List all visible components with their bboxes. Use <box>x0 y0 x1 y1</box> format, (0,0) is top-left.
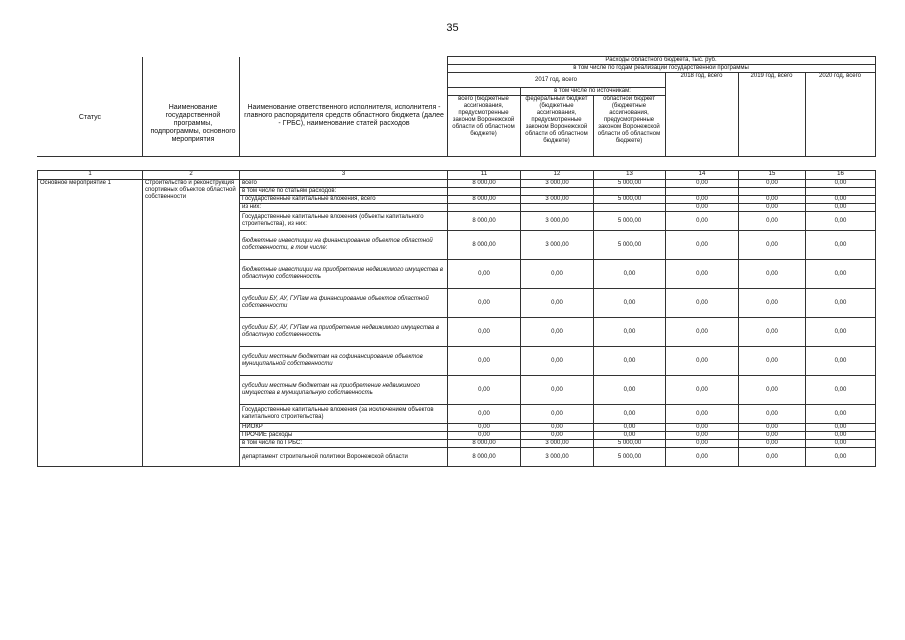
expense-item-label: бюджетные инвестиции на приобретение недвижимого имущества в областную собственность <box>240 260 448 289</box>
regional-column-header: областной бюджет (бюджетные ассигнования, предусмотренные законом Воронежской области об областном бюджете) <box>593 96 665 157</box>
value-cell: 0,00 <box>739 180 806 188</box>
year-2017-header: 2017 год, всего <box>447 73 665 88</box>
value-cell: 0,00 <box>521 405 594 424</box>
executor-name-header: Наименование ответственного исполнителя, исполнителя - главного распорядителя средств областного бюджета (далее - ГРБС), наименование статей расходов <box>244 104 444 127</box>
by-years-header: в том числе по годам реализации государственной программы <box>447 65 875 73</box>
value-cell: 0,00 <box>806 289 876 318</box>
value-cell: 0,00 <box>448 376 521 405</box>
column-numbers-row <box>38 171 876 180</box>
value-cell: 0,00 <box>806 424 876 432</box>
value-cell: 0,00 <box>739 347 806 376</box>
value-cell: 8 000,00 <box>448 440 521 448</box>
column-number: 12 <box>521 171 594 180</box>
value-cell: 0,00 <box>521 260 594 289</box>
value-cell: 3 000,00 <box>521 440 594 448</box>
value-cell: 0,00 <box>739 440 806 448</box>
status-header: Статус <box>78 114 102 121</box>
value-cell: 0,00 <box>594 260 666 289</box>
value-cell: 0,00 <box>739 289 806 318</box>
value-cell: 0,00 <box>806 212 876 231</box>
value-cell: 0,00 <box>739 231 806 260</box>
value-cell <box>594 204 666 212</box>
value-cell: 0,00 <box>666 448 739 467</box>
value-cell: 0,00 <box>666 212 739 231</box>
value-cell: 0,00 <box>448 289 521 318</box>
value-cell: 8 000,00 <box>448 231 521 260</box>
value-cell: 3 000,00 <box>521 196 594 204</box>
value-cell: 0,00 <box>806 448 876 467</box>
value-cell <box>666 188 739 196</box>
value-cell <box>448 204 521 212</box>
value-cell: 0,00 <box>739 432 806 440</box>
value-cell: 3 000,00 <box>521 212 594 231</box>
value-cell: 0,00 <box>806 260 876 289</box>
federal-column-header: федеральный бюджет (бюджетные ассигнования, предусмотренные законом Воронежской области об областном бюджете) <box>520 96 593 157</box>
expense-item-label: ПРОЧИЕ расходы <box>240 432 448 440</box>
value-cell: 0,00 <box>594 424 666 432</box>
year-2019-header: 2019 год, всего <box>738 73 805 157</box>
value-cell: 0,00 <box>666 289 739 318</box>
value-cell: 0,00 <box>666 347 739 376</box>
value-cell: 0,00 <box>806 405 876 424</box>
value-cell: 8 000,00 <box>448 180 521 188</box>
value-cell: 0,00 <box>666 204 739 212</box>
year-2018-header: 2018 год, всего <box>665 73 738 157</box>
expense-item-label: субсидии местным бюджетам на приобретение недвижимого имущества в муниципальную собственность <box>240 376 448 405</box>
page-number: 35 <box>446 22 459 34</box>
budget-body-table <box>37 170 876 467</box>
value-cell: 0,00 <box>521 432 594 440</box>
value-cell: 0,00 <box>521 318 594 347</box>
value-cell: 0,00 <box>739 212 806 231</box>
total-column-header: всего (бюджетные ассигнования, предусмотренные законом Воронежской области об областном бюджете) <box>447 96 520 157</box>
program-name-header: Наименование государственной программы, подпрограммы, основного мероприятия <box>150 104 236 143</box>
value-cell: 0,00 <box>594 347 666 376</box>
value-cell: 5 000,00 <box>594 180 666 188</box>
value-cell: 0,00 <box>739 318 806 347</box>
value-cell: 0,00 <box>666 376 739 405</box>
value-cell: 0,00 <box>739 204 806 212</box>
value-cell: 0,00 <box>666 196 739 204</box>
value-cell: 0,00 <box>448 424 521 432</box>
value-cell: 0,00 <box>448 432 521 440</box>
value-cell: 0,00 <box>806 376 876 405</box>
value-cell: 3 000,00 <box>521 448 594 467</box>
value-cell: 0,00 <box>594 405 666 424</box>
value-cell: 0,00 <box>739 448 806 467</box>
value-cell <box>594 188 666 196</box>
column-number: 2 <box>143 171 240 180</box>
value-cell: 0,00 <box>521 289 594 318</box>
value-cell: 0,00 <box>594 318 666 347</box>
expense-item-label: субсидии БУ, АУ, ГУПам на приобретение недвижимого имущества в областную собственность <box>240 318 448 347</box>
value-cell: 5 000,00 <box>594 440 666 448</box>
expense-item-label: всего <box>240 180 448 188</box>
value-cell: 0,00 <box>806 440 876 448</box>
value-cell: 8 000,00 <box>448 212 521 231</box>
value-cell <box>521 188 594 196</box>
value-cell: 0,00 <box>594 376 666 405</box>
value-cell: 0,00 <box>666 405 739 424</box>
value-cell: 3 000,00 <box>521 231 594 260</box>
value-cell: 0,00 <box>806 196 876 204</box>
expense-item-label: субсидии местным бюджетам на софинансирование объектов муниципальной собственности <box>240 347 448 376</box>
column-number: 3 <box>240 171 448 180</box>
expense-item-label: субсидии БУ, АУ, ГУПам на финансирование объектов областной собственности <box>240 289 448 318</box>
value-cell: 0,00 <box>666 318 739 347</box>
value-cell: 0,00 <box>806 318 876 347</box>
value-cell <box>739 188 806 196</box>
value-cell: 0,00 <box>806 347 876 376</box>
value-cell: 0,00 <box>739 424 806 432</box>
value-cell: 0,00 <box>594 432 666 440</box>
value-cell: 0,00 <box>666 432 739 440</box>
value-cell: 0,00 <box>666 231 739 260</box>
value-cell: 5 000,00 <box>594 196 666 204</box>
column-number: 15 <box>739 171 806 180</box>
column-number: 11 <box>448 171 521 180</box>
value-cell: 0,00 <box>666 440 739 448</box>
expense-item-label: Государственные капитальные вложения (объекты капитального строительства), из них: <box>240 212 448 231</box>
expense-item-label: из них: <box>240 204 448 212</box>
value-cell <box>448 188 521 196</box>
value-cell <box>521 204 594 212</box>
expense-item-label: бюджетные инвестиции на финансирование объектов областной собственности, в том числе: <box>240 231 448 260</box>
value-cell: 0,00 <box>739 376 806 405</box>
value-cell <box>806 188 876 196</box>
value-cell: 0,00 <box>448 347 521 376</box>
value-cell: 5 000,00 <box>594 231 666 260</box>
value-cell: 0,00 <box>448 318 521 347</box>
value-cell: 0,00 <box>448 405 521 424</box>
value-cell: 0,00 <box>666 424 739 432</box>
value-cell: 0,00 <box>806 231 876 260</box>
value-cell: 0,00 <box>739 260 806 289</box>
expense-item-label: Государственные капитальные вложения, всего <box>240 196 448 204</box>
value-cell: 0,00 <box>739 196 806 204</box>
value-cell: 0,00 <box>448 260 521 289</box>
status-cell: Основное мероприятие 1 <box>38 180 143 467</box>
value-cell: 5 000,00 <box>594 448 666 467</box>
expenses-title: Расходы областного бюджета, тыс. руб. <box>447 57 875 65</box>
value-cell: 0,00 <box>521 424 594 432</box>
column-number: 16 <box>806 171 876 180</box>
value-cell: 0,00 <box>806 204 876 212</box>
value-cell: 0,00 <box>521 347 594 376</box>
value-cell: 8 000,00 <box>448 196 521 204</box>
by-sources-header: в том числе по источникам: <box>520 88 665 96</box>
value-cell: 0,00 <box>521 376 594 405</box>
program-cell: Строительство и реконструкция спортивных объектов областной собственности <box>143 180 240 467</box>
value-cell: 0,00 <box>666 180 739 188</box>
column-number: 13 <box>594 171 666 180</box>
expense-item-label: департамент строительной политики Воронежской области <box>240 448 448 467</box>
value-cell: 0,00 <box>806 180 876 188</box>
value-cell: 5 000,00 <box>594 212 666 231</box>
value-cell: 8 000,00 <box>448 448 521 467</box>
table-row <box>38 180 876 188</box>
value-cell: 0,00 <box>594 289 666 318</box>
expense-item-label: в том числе по ГРБС: <box>240 440 448 448</box>
expense-item-label: Государственные капитальные вложения (за исключением объектов капитального строительства) <box>240 405 448 424</box>
value-cell: 3 000,00 <box>521 180 594 188</box>
expense-item-label: в том числе по статьям расходов: <box>240 188 448 196</box>
column-number: 14 <box>666 171 739 180</box>
expense-item-label: НИОКР <box>240 424 448 432</box>
column-number: 1 <box>38 171 143 180</box>
value-cell: 0,00 <box>806 432 876 440</box>
value-cell: 0,00 <box>739 405 806 424</box>
value-cell: 0,00 <box>666 260 739 289</box>
year-2020-header: 2020 год, всего <box>805 73 875 157</box>
